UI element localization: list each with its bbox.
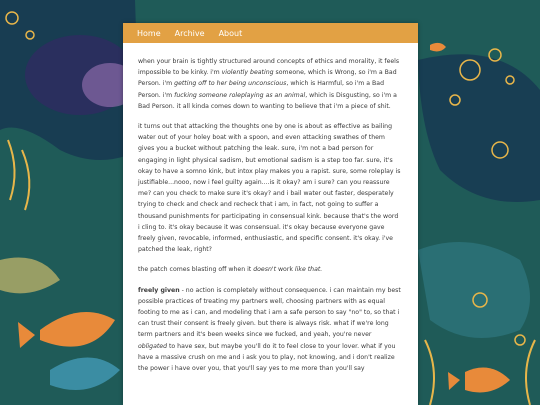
emphasis-text: doesn't — [253, 266, 276, 274]
emphasis-text: like that. — [294, 266, 323, 274]
text-run: someone, which is Wrong, so i'm a Bad Person. i'm — [138, 69, 397, 88]
post-paragraph — [138, 264, 401, 275]
nav-home-link[interactable]: Home — [137, 28, 161, 38]
emphasis-text: violently beating — [221, 69, 274, 77]
top-navigation — [123, 23, 418, 43]
emphasis-text: obligated — [138, 342, 168, 350]
emphasis-text: fucking someone roleplaying as an animal — [174, 91, 306, 99]
nav-about-link[interactable]: About — [218, 28, 243, 38]
post-body — [123, 43, 418, 374]
post-paragraph: it turns out that attacking the thoughts one by one is about as effective as bailing water out of your holey boat with a spoon, and even attacking swathes of them gives you a bucket without patching the leak. sure, i'm not a bad person for engaging in light physical sadism, but emotional sadism is a step too far. sure, it's okay to have a somno kink, but intox play makes you a rapist. sure, some roleplay is justifiable...nooo, now i feel guilty again....is it okay? am i sure? can you reassure me? can you check to make sure it's okay? and i bail water out faster, desperately trying to check and check and recheck that i am, in fact, not going to suffer a thousand punishments for participating in consensual kink. because that's the word i cling to. it's okay because it was consensual. it's okay because everyone gave freely given, revocable, informed, enthusiastic, and specific consent. it's okay. i've patched the leak, right? — [138, 123, 401, 254]
post-paragraph — [138, 285, 401, 375]
blog-post-card — [123, 23, 418, 405]
text-run: the patch comes blasting off when it — [138, 266, 254, 274]
text-run: , which is Harmful, so i'm a Bad Person. i'm — [138, 80, 385, 99]
post-paragraph — [138, 56, 401, 112]
text-run: - no action is completely without consequence. i can maintain my best possible practices of treating my partners well, choosing partners with as equal footing to me as i can, and modeling that i am a safe person to say "no" to, so that i can trust their consent is freely given. but there is always risk. what if we're long term partners and it's been weeks since we fucked, and yeah, you're never — [138, 286, 401, 339]
text-run: to have sex, but maybe you'll do it to feel close to your lover. what if you have a massive crush on me and i ask you to play, not knowing, and i don't realize the power i have over you, that you'll say yes to me more than you'll say — [138, 342, 396, 373]
text-run: work — [276, 266, 295, 274]
text-run: , which is Disgusting, so i'm a Bad Person. it all kinda comes down to wanting to believe that i'm a piece of shit. — [138, 91, 397, 110]
text-run: when your brain is tightly structured around concepts of ethics and morality, it feels impossible to be kinky. i'm — [138, 58, 400, 77]
nav-archive-link[interactable]: Archive — [174, 28, 205, 38]
bold-term: freely given — [138, 286, 180, 294]
emphasis-text: getting off to her being unconscious — [174, 80, 287, 88]
